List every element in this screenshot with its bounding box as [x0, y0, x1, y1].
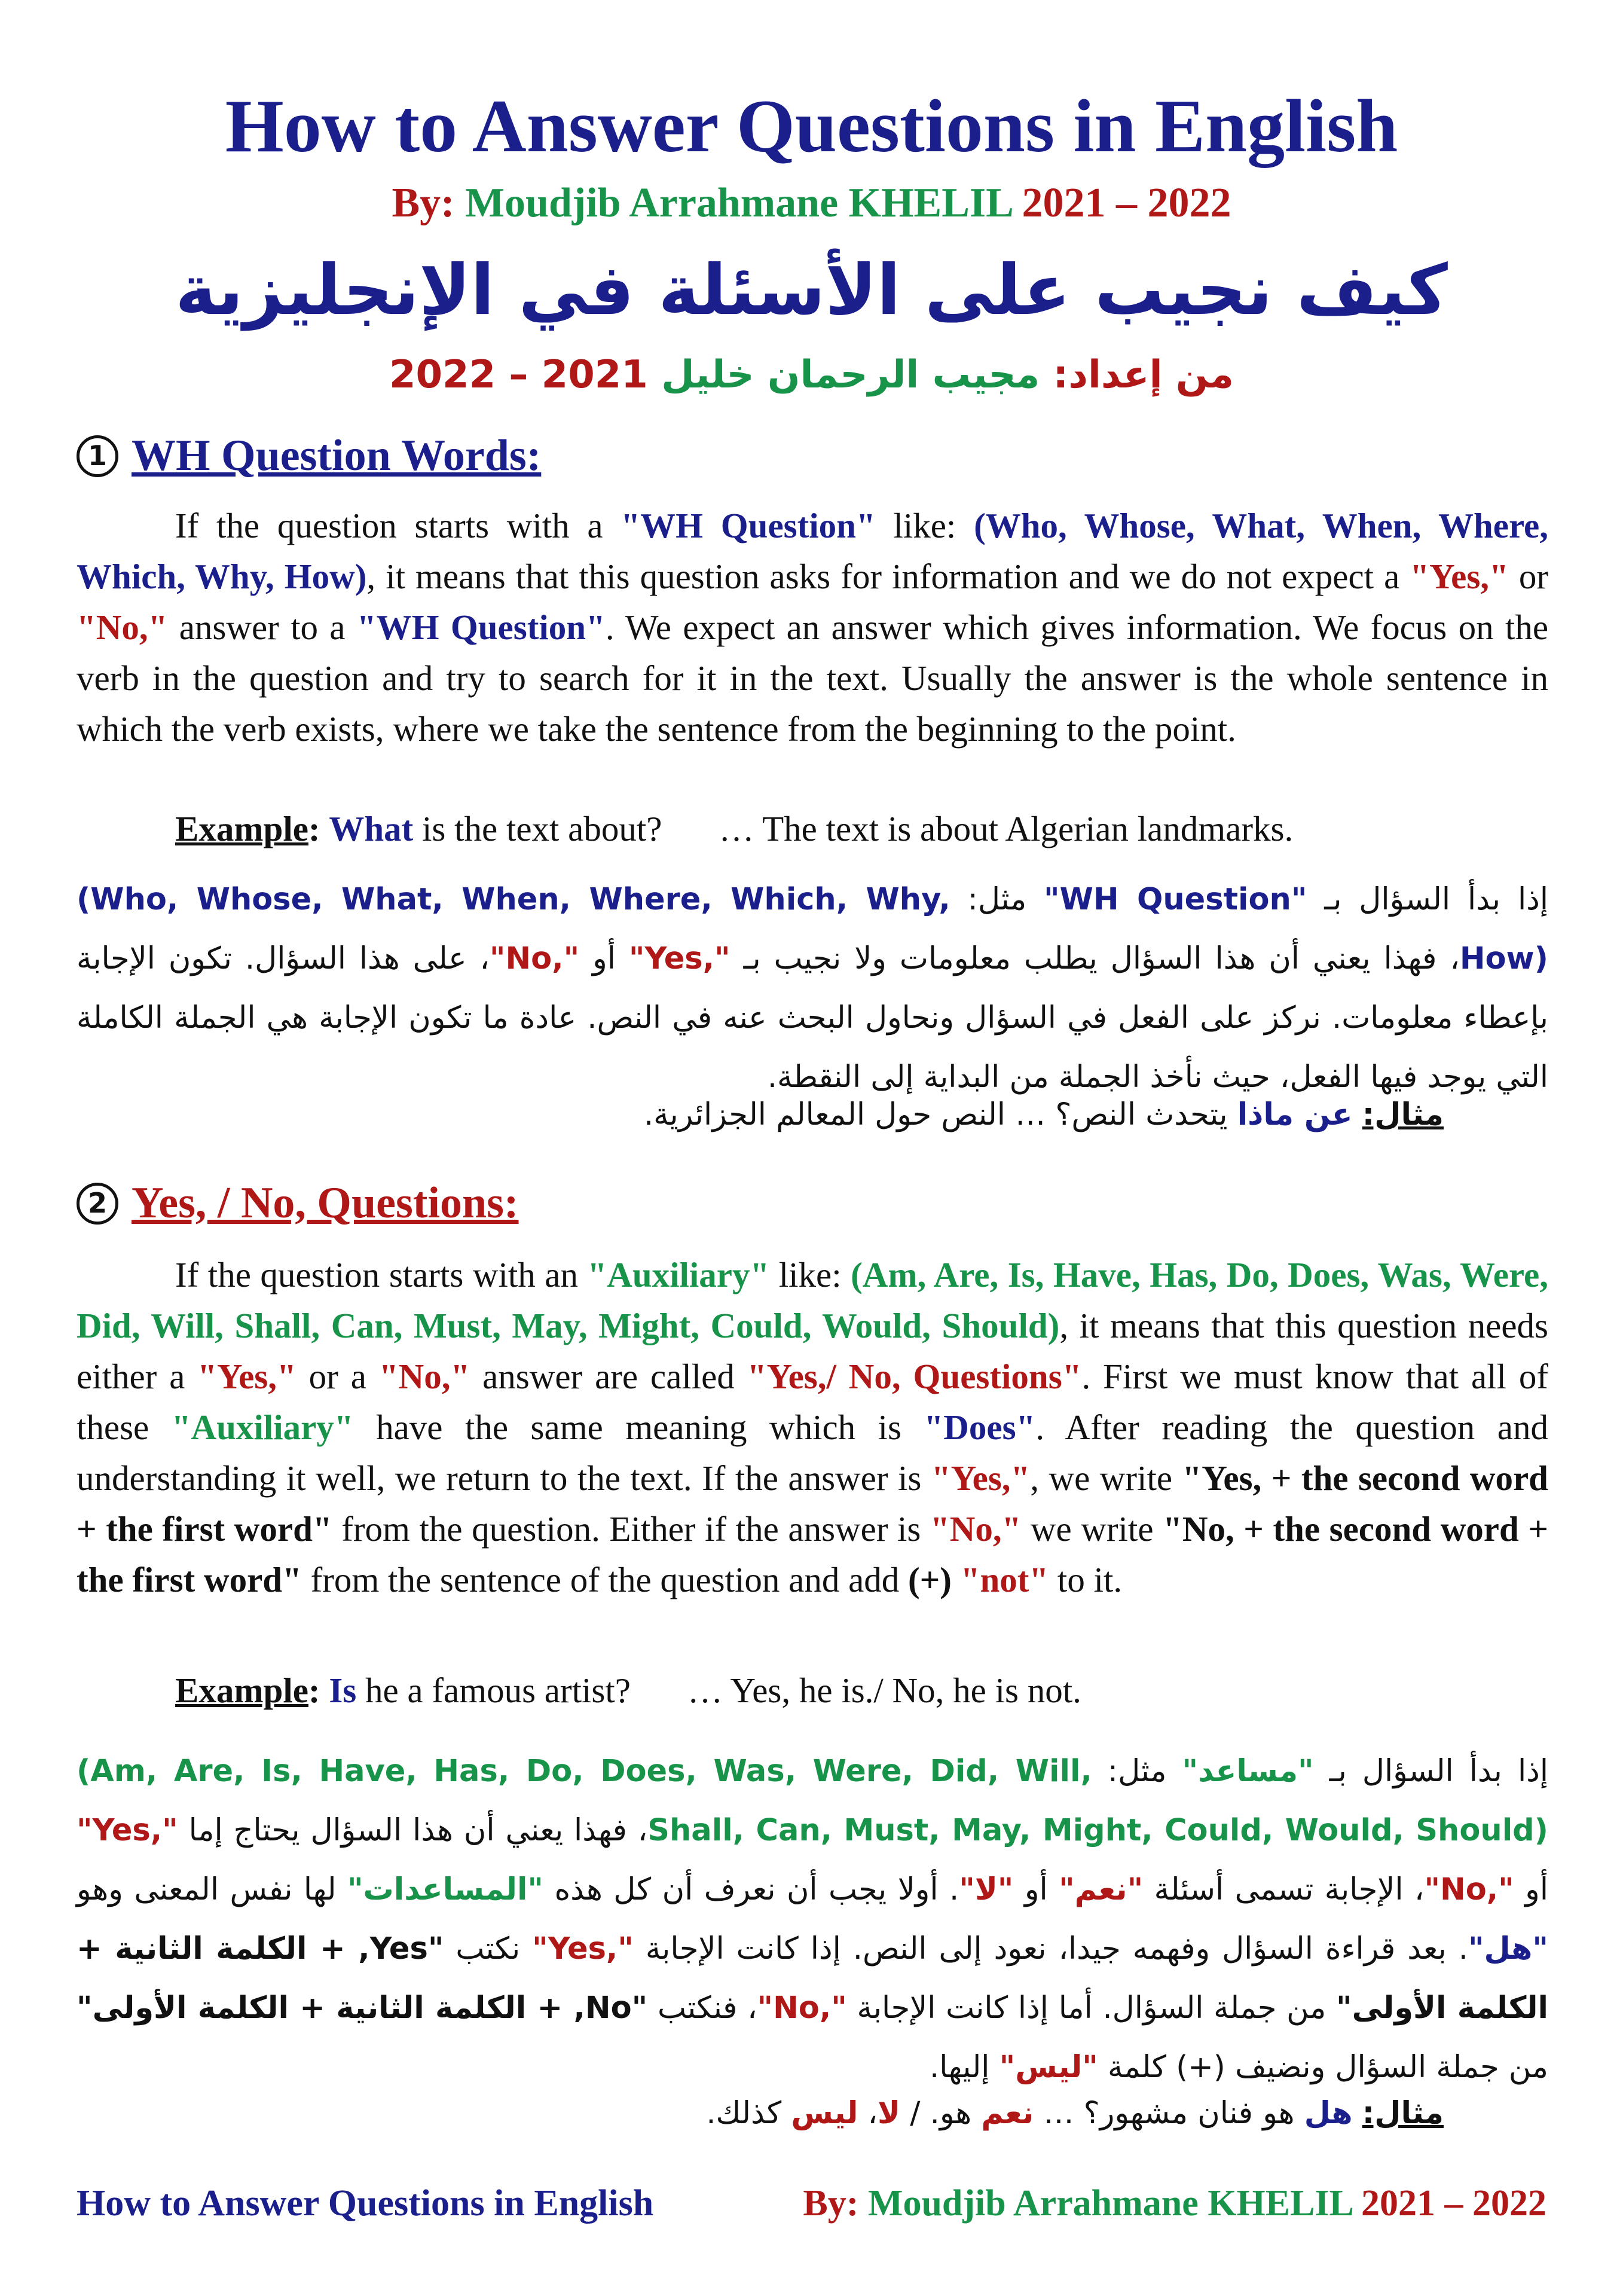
auxiliary-term: "Auxiliary" — [587, 1255, 770, 1294]
text: ، فهذا يعني أن هذا السؤال يطلب معلومات ولا نجيب بـ — [730, 941, 1460, 976]
arabic-author-name: مجيب الرحمان خليل — [661, 353, 1040, 397]
yes-no-questions-term: "Yes,/ No, Questions" — [747, 1357, 1082, 1396]
text: إليها. — [930, 2050, 1000, 2085]
no-formula: "No, + الكلمة الثانية + الكلمة الأولى" — [77, 1990, 648, 2026]
example-question-word: هل — [1304, 2096, 1353, 2131]
years: 2021 – 2022 — [1022, 180, 1231, 226]
section1-example: Example: What is the text about? … The text is about Algerian landmarks. — [175, 809, 1294, 848]
yes-term: "Yes," — [931, 1458, 1031, 1498]
example-question-word: عن ماذا — [1237, 1097, 1353, 1132]
arabic-byline — [0, 353, 1623, 397]
lays-term: "ليس" — [999, 2050, 1098, 2085]
text: ، فنكتب — [647, 1990, 757, 2026]
auxiliaries-term: "المساعدات" — [347, 1872, 544, 1907]
text: لها نفس المعنى وهو — [77, 1872, 347, 1907]
wh-question-term: "WH Question" — [1044, 882, 1307, 917]
auxiliary-term: "مساعد" — [1182, 1754, 1314, 1789]
text: If the question starts with an — [175, 1255, 588, 1294]
section1-number-icon: 1 — [77, 435, 118, 477]
page-title: How to Answer Questions in English — [225, 85, 1398, 168]
example-label: Example — [175, 1671, 308, 1710]
text: we write — [1021, 1509, 1163, 1549]
hal-term: "هل" — [1468, 1931, 1548, 1967]
text: من جملة السؤال. أما إذا كانت الإجابة — [846, 1990, 1337, 2026]
yes-term: "Yes," — [532, 1931, 634, 1967]
text: to it. — [1049, 1560, 1123, 1599]
example-question: he a famous artist? — [356, 1671, 631, 1710]
yes-term: "Yes," — [197, 1357, 297, 1396]
yes-formula: "Yes, + الكلمة الثانية + الكلمة الأولى" — [77, 1931, 1548, 2026]
auxiliary-words-list: (Am, Are, Is, Have, Has, Do, Does, Was, Were, Did, Will, Shall, Can, Must, May, Might, Could, Would, Should) — [77, 1754, 1548, 1848]
yes-formula: "Yes, + the second word + the first word" — [77, 1458, 1548, 1549]
text: If the question starts with a — [175, 506, 621, 545]
section2-title: Yes, / No, Questions: — [132, 1178, 519, 1228]
auxiliary-term: "Auxiliary" — [171, 1407, 354, 1447]
text: or a — [296, 1357, 379, 1396]
section1-heading — [77, 430, 541, 481]
text: or — [1508, 557, 1548, 596]
text: مثل: — [1092, 1754, 1182, 1789]
section2-heading — [77, 1178, 519, 1229]
section1-title: WH Question Words: — [132, 431, 542, 480]
example-label: Example — [175, 809, 308, 848]
no-formula: "No, + the second word + the first word" — [77, 1509, 1548, 1599]
auxiliary-words-list: (Am, Are, Is, Have, Has, Do, Does, Was, Were, Did, Will, Shall, Can, Must, May, Might, Could, Would, Should) — [77, 1255, 1548, 1345]
plus-sign: (+) — [908, 1560, 952, 1599]
example-answer: … The text is about Algerian landmarks. — [719, 809, 1294, 848]
arabic-years: 2021 – 2022 — [389, 353, 648, 397]
example-text: هو فنان مشهور؟ … — [1034, 2096, 1304, 2131]
example-question-word: Is — [329, 1671, 357, 1710]
text: مثل: — [950, 882, 1044, 917]
section1-arabic-paragraph — [77, 870, 1548, 1107]
footer-years: 2021 – 2022 — [1361, 2183, 1546, 2224]
text: , it means that this question asks for information and we do not expect a — [366, 557, 1410, 596]
text: from the question. Either if the answer is — [332, 1509, 930, 1549]
yes-term: "Yes," — [77, 1813, 178, 1848]
example-text: يتحدث النص؟ … النص حول المعالم الجزائرية. — [643, 1097, 1237, 1132]
text: . أولا يجب أن نعرف أن كل هذه — [543, 1872, 959, 1907]
text: . We expect an answer which gives information. We focus on the verb in the question and try to search for it in the text. Usually the answer is the whole sentence in which the verb exists, where we take the sentence from the beginning to the point. — [77, 607, 1549, 749]
text: have the same meaning which is — [353, 1407, 924, 1447]
text: like: — [769, 1255, 851, 1294]
example-text: كذلك. — [706, 2096, 791, 2131]
section2-arabic-example — [706, 2096, 1444, 2131]
text: نكتب — [444, 1931, 533, 1967]
example-text: ، — [858, 2096, 878, 2131]
arabic-title: كيف نجيب على الأسئلة في الإنجليزية — [175, 250, 1448, 331]
text: إذا بدأ السؤال بـ — [1313, 1754, 1548, 1789]
la-term: "لا" — [959, 1872, 1014, 1907]
no-term: "No," — [1424, 1872, 1514, 1907]
text: . First we must know that all of these — [77, 1357, 1548, 1447]
footer-title: How to Answer Questions in English — [77, 2183, 654, 2224]
wh-words-list: (Who, Whose, What, When, Where, Which, Why, How) — [77, 506, 1548, 596]
section2-arabic-paragraph — [77, 1742, 1548, 2097]
text: ، على هذا السؤال. تكون الإجابة بإعطاء معلومات. نركز على الفعل في السؤال ونحاول البحث عنه في النص. عادة ما تكون الإجابة هي الجملة الكاملة التي يوجد فيها الفعل، حيث نأخذ الجملة من البداية إلى النقطة. — [77, 941, 1548, 1095]
text: answer to a — [167, 607, 357, 647]
example-question-word: What — [329, 809, 414, 848]
text: إذا بدأ السؤال بـ — [1307, 882, 1549, 917]
text: , we write — [1030, 1458, 1182, 1498]
byline — [0, 179, 1623, 227]
not-term: "not" — [960, 1560, 1049, 1599]
example-answer: … Yes, he is./ No, he is not. — [687, 1671, 1081, 1710]
naam-term: "نعم" — [1059, 1872, 1144, 1907]
no-term: "No," — [77, 607, 168, 647]
text: أو — [579, 941, 629, 976]
text: answer are called — [470, 1357, 747, 1396]
no-term: "No," — [757, 1990, 847, 2026]
arabic-by-label: من إعداد: — [1053, 353, 1234, 397]
example-label: مثال: — [1362, 1097, 1444, 1132]
text: أو — [1514, 1872, 1548, 1907]
example-yes: نعم — [981, 2096, 1034, 2131]
no-term: "No," — [378, 1357, 470, 1396]
footer-by-label: By: — [803, 2183, 859, 2224]
section1-arabic-example — [644, 1097, 1444, 1132]
wh-words-list: (Who, Whose, What, When, Where, Which, Why, How) — [77, 882, 1548, 976]
text: like: — [875, 506, 974, 545]
footer-author: Moudjib Arrahmane KHELIL — [867, 2183, 1352, 2224]
example-label: مثال: — [1362, 2096, 1444, 2131]
text: . بعد قراءة السؤال وفهمه جيدا، نعود إلى النص. إذا كانت الإجابة — [633, 1931, 1468, 1967]
wh-question-term: "WH Question" — [356, 607, 606, 647]
section2-example: Example: Is he a famous artist? … Yes, he is./ No, he is not. — [175, 1671, 1081, 1710]
section2-number-icon: 2 — [77, 1183, 118, 1225]
section2-paragraph — [77, 1250, 1548, 1605]
example-text: هو. / — [900, 2096, 982, 2131]
footer-byline — [803, 2182, 1546, 2225]
example-no: لا — [878, 2096, 901, 2131]
example-question: is the text about? — [413, 809, 662, 848]
does-term: "Does" — [924, 1407, 1036, 1447]
yes-term: "Yes," — [1410, 557, 1509, 596]
text: من جملة السؤال ونضيف (+) كلمة — [1098, 2050, 1548, 2085]
text: . After reading the question and understanding it well, we return to the text. If the answer is — [77, 1407, 1548, 1498]
by-label: By: — [392, 180, 455, 226]
text: from the sentence of the question and add — [301, 1560, 909, 1599]
text: , it means that this question needs either a — [77, 1306, 1548, 1396]
wh-question-term: "WH Question" — [621, 506, 876, 545]
author-name: Moudjib Arrahmane KHELIL — [464, 180, 1012, 226]
text: ، الإجابة تسمى أسئلة — [1143, 1872, 1425, 1907]
text: أو — [1013, 1872, 1059, 1907]
section1-paragraph — [77, 500, 1548, 755]
yes-term: "Yes," — [628, 941, 730, 976]
no-term: "No," — [930, 1509, 1022, 1549]
example-not: ليس — [791, 2096, 858, 2131]
text: ، فهذا يعني أن هذا السؤال يحتاج إما — [178, 1813, 648, 1848]
no-term: "No," — [489, 941, 580, 976]
